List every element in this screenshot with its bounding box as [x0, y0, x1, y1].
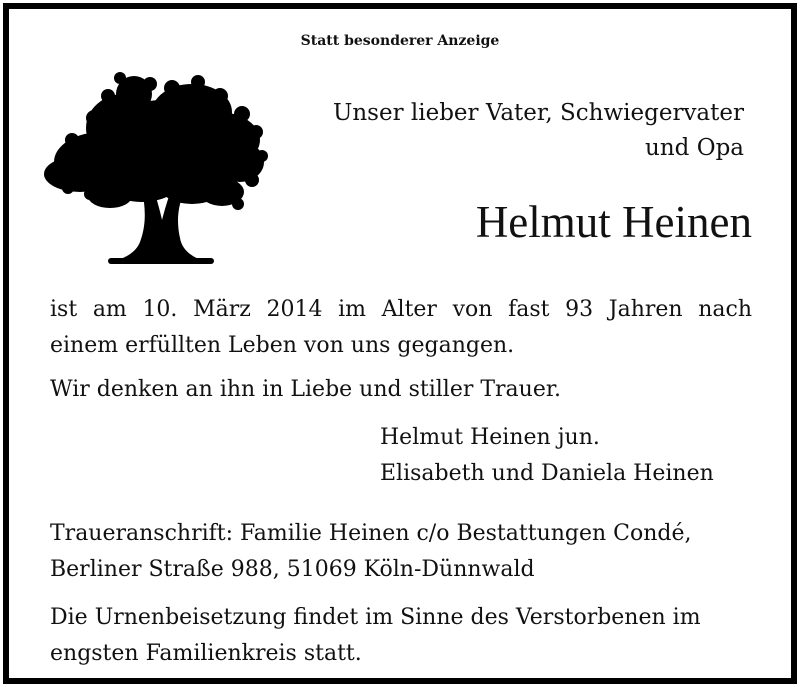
announcement-line-1: ist am 10. März 2014 im Alter von fast 93 Jahren nach [50, 297, 752, 322]
announcement-line-2: einem erfüllten Leben von uns gegangen. [50, 333, 515, 358]
mourning-address [50, 516, 752, 588]
header-note: Statt besonderer Anzeige [300, 33, 500, 49]
address-line-2: Berliner Straße 988, 51069 Köln-Dünnwald [50, 557, 535, 582]
address-line-1: Traueranschrift: Familie Heinen c/o Bestattungen Condé, [50, 521, 692, 546]
intro-line-2: und Opa [645, 135, 744, 161]
mourning-text: Wir denken an ihn in Liebe und stiller Trauer. [50, 377, 561, 402]
signatures [380, 420, 714, 492]
signature-2: Elisabeth und Daniela Heinen [380, 461, 714, 486]
burial-notice [50, 600, 752, 672]
burial-line-2: engsten Familienkreis statt. [50, 641, 362, 666]
intro-line-1: Unser lieber Vater, Schwiegervater [332, 100, 744, 126]
tree-icon [42, 70, 268, 266]
death-announcement [50, 292, 752, 364]
signature-1: Helmut Heinen jun. [380, 425, 600, 450]
burial-line-1: Die Urnenbeisetzung findet im Sinne des Verstorbenen im [50, 605, 701, 630]
deceased-name: Helmut Heinen [475, 197, 752, 247]
